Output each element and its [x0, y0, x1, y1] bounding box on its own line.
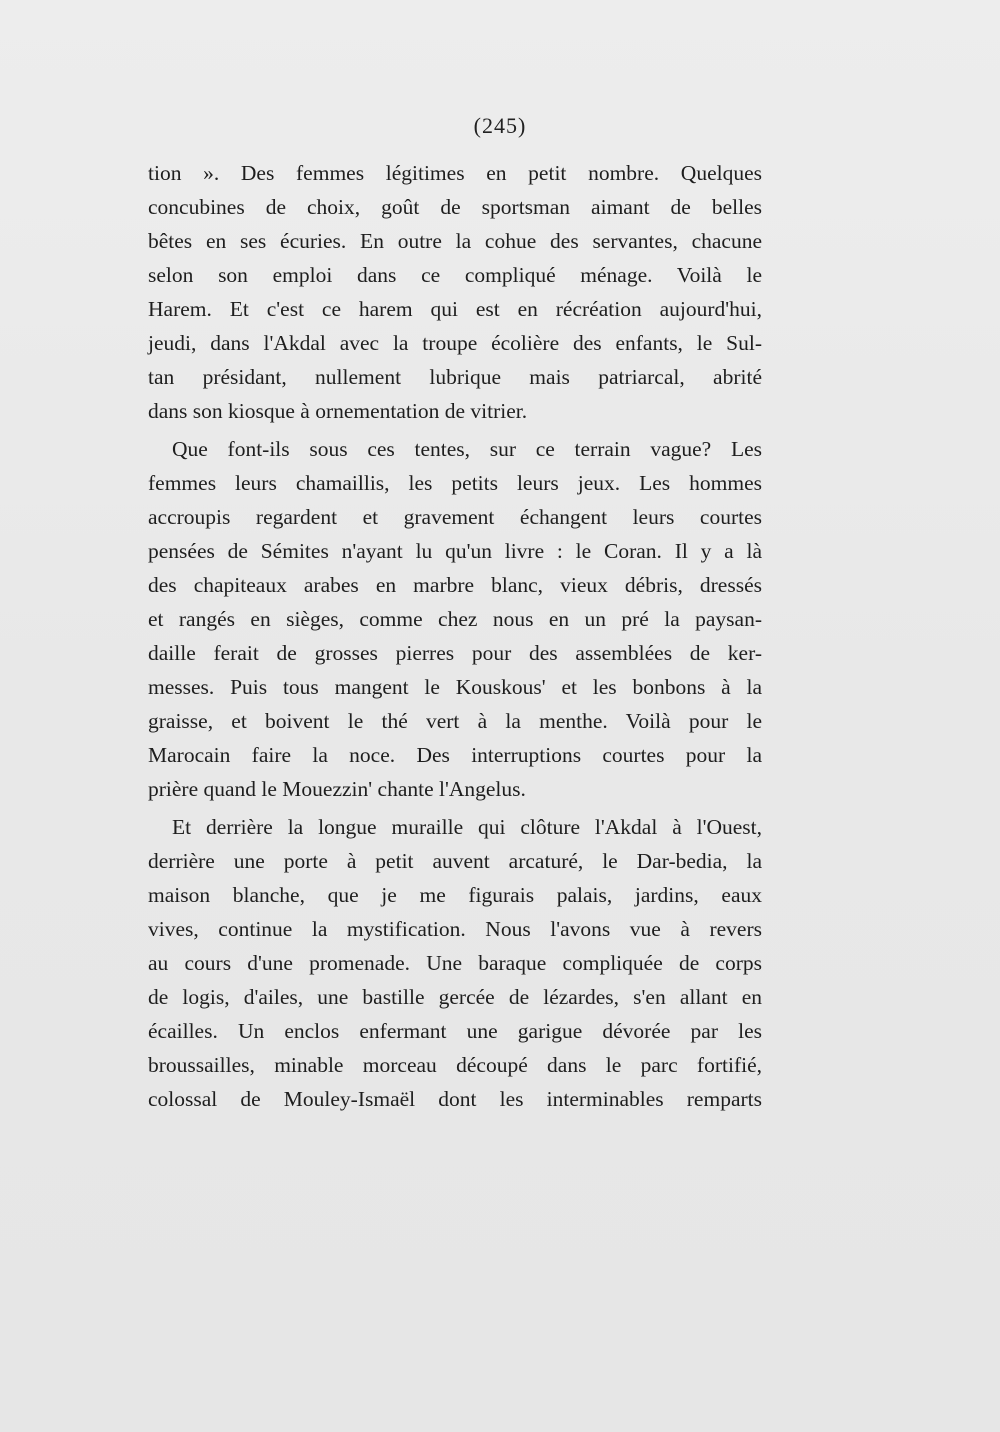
text-line: pensées de Sémites n'ayant lu qu'un livre : le Coran. Il y a là	[148, 539, 762, 563]
text-line: accroupis regardent et gravement échangent leurs courtes	[148, 505, 762, 529]
text-line: daille ferait de grosses pierres pour des assemblées de ker-	[148, 641, 762, 665]
text-line: Marocain faire la noce. Des interruptions courtes pour la	[148, 743, 762, 767]
text-line: bêtes en ses écuries. En outre la cohue des servantes, chacune	[148, 229, 762, 253]
text-line: graisse, et boivent le thé vert à la menthe. Voilà pour le	[148, 709, 762, 733]
text-line: Harem. Et c'est ce harem qui est en récréation aujourd'hui,	[148, 297, 762, 321]
text-line: jeudi, dans l'Akdal avec la troupe écolière des enfants, le Sul-	[148, 331, 762, 355]
text-line: de logis, d'ailes, une bastille gercée de lézardes, s'en allant en	[148, 985, 762, 1009]
paragraph-2	[148, 432, 762, 806]
paragraph-3	[148, 810, 762, 1116]
text-line: selon son emploi dans ce compliqué ménage. Voilà le	[148, 263, 762, 287]
text-line: tan présidant, nullement lubrique mais patriarcal, abrité	[148, 365, 762, 389]
text-line: messes. Puis tous mangent le Kouskous' et les bonbons à la	[148, 675, 762, 699]
text-line: femmes leurs chamaillis, les petits leurs jeux. Les hommes	[148, 471, 762, 495]
text-line: tion ». Des femmes légitimes en petit nombre. Quelques	[148, 161, 762, 185]
text-line: concubines de choix, goût de sportsman aimant de belles	[148, 195, 762, 219]
text-line: et rangés en sièges, comme chez nous en un pré la paysan-	[148, 607, 762, 631]
text-line: colossal de Mouley-Ismaël dont les interminables remparts	[148, 1087, 762, 1111]
text-line: Et derrière la longue muraille qui clôture l'Akdal à l'Ouest,	[172, 815, 762, 839]
text-line: Que font-ils sous ces tentes, sur ce terrain vague? Les	[172, 437, 762, 461]
text-line: broussailles, minable morceau découpé dans le parc fortifié,	[148, 1053, 762, 1077]
text-line: des chapiteaux arabes en marbre blanc, vieux débris, dressés	[148, 573, 762, 597]
text-line: derrière une porte à petit auvent arcaturé, le Dar-bedia, la	[148, 849, 762, 873]
text-line: vives, continue la mystification. Nous l'avons vue à revers	[148, 917, 762, 941]
text-line: prière quand le Mouezzin' chante l'Angelus.	[148, 777, 526, 801]
text-line: dans son kiosque à ornementation de vitrier.	[148, 399, 528, 423]
text-line: au cours d'une promenade. Une baraque compliquée de corps	[148, 951, 762, 975]
body-text	[148, 156, 762, 1116]
page-number: (245)	[473, 113, 527, 138]
text-line: maison blanche, que je me figurais palais, jardins, eaux	[148, 883, 762, 907]
text-line: écailles. Un enclos enfermant une garigue dévorée par les	[148, 1019, 762, 1043]
paragraph-1	[148, 156, 762, 428]
